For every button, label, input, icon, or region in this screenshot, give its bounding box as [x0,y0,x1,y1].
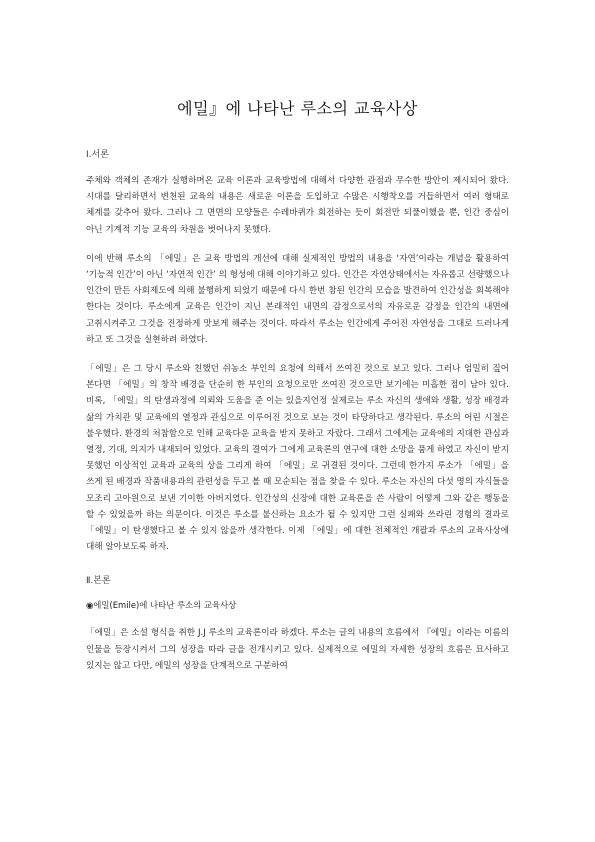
intro-paragraph-3: 「에밀」은 그 당시 루소와 친했던 쉬농소 부인의 요청에 의해서 쓰여진 것으로 보고 있다. 그러나 엄밀히 짚어 본다면 「에밀」의 창작 배경을 단순히 한 부인의 요청으로만 쓰여진 것으로만 보기에는 미흡한 점이 남아 있다. 비록, 「에밀」의 탄생과정에 의뢰와 도움을 준 이는 있을지언정 실제로는 루소 자신의 생애와 생활, 성장 배경과 삶의 가치관 및 교육에의 열정과 관심으로 이루어진 것으로 보는 것이 타당하다고 생각된다. 루소의 어린 시절은 불우했다. 환경의 처참함으로 인해 교육다운 교육을 받지 못하고 자랐다. 그래서 그에게는 교육에의 지대한 관심과 열정, 기대, 의지가 내재되어 있었다. 교육의 결여가 그에게 교육론의 연구에 대한 소망을 품게 하였고 자신이 받지 못했던 이상적인 교육과 교육의 상을 그리게 하여 「에밀」로 귀결된 것이다. 그런데 한가지 루소가 「에밀」을 쓰게 된 배경과 작품내용과의 관련성을 두고 볼 때 모순되는 점을 찾을 수 있다. 루소는 자신의 다섯 명의 자식들을 모조리 고아원으로 보낸 기이한 아버지였다. 인간성의 신장에 대한 교육론을 쓴 사람이 어떻게 그와 같은 행동을 할 수 있었을까 하는 의문이다. 이것은 루소를 불신하는 요소가 될 수 있지만 그런 실패와 쓰라린 경험의 결과로 「에밀」이 탄생했다고 볼 수 있지 않을까 생각한다. 이제 「에밀」에 대한 전체적인 개괄과 루소의 교육사상에 대해 알아보도록 하자. [86,364,509,553]
intro-paragraph-1: 주체와 객체의 존재가 실행하며온 교육 이론과 교육방법에 대해서 다양한 관점과 무수한 방안이 제시되어 왔다. 시대를 달리하면서 변천된 교육의 내용은 새로운 이론을 도입하고 수많은 시행착오를 거듭하면서 여러 형태로 체계를 갖추어 왔다. 그러나 그 면면의 모양들은 수레바퀴가 회전하는 듯이 회전만 되풀이했을 뿐, 인간 중심이 아닌 기계적 기능 교육의 차원을 벗어나지 못했다. [86,176,509,235]
body-paragraph-1: 「에밀」은 소설 형식을 취한 J.J 루소의 교육론이라 하겠다. 루소는 글의 내용의 흐름에서 『에밀』이라는 이름의 인물을 등장시켜서 그의 성장을 따라 글을 전개시키고 있다. 실제적으로 에밀의 자세한 성장의 흐름은 묘사하고 있지는 않고 다만, 에밀의 성장을 단계적으로 구분하여 [86,628,509,671]
intro-heading: Ⅰ.서론 [86,150,109,160]
body-sub-heading: ◉에밀(Emile)에 나타난 루소의 교육사상 [86,600,237,611]
intro-paragraph-2: 이에 반해 루소의 「에밀」은 교육 방법의 개선에 대해 실제적인 방법의 내용을 ‘자연’이라는 개념을 활용하여 ‘기능적 인간’이 아닌 ‘자연적 인간’ 의 형성에 대해 이야기하고 있다. 인간은 자연상태에서는 자유롭고 선량했으나 인간이 만든 사회제도에 의해 불행하게 되었기 때문에 다시 한번 참된 인간의 모습을 발견하여 인간성을 회복해야 한다는 것이다. 루소에게 교육은 인간이 지닌 본래적인 내면의 감정으로서의 자유로운 감정을 인간의 내면에 고취시켜주고 그것을 진정하게 맛보게 해주는 것이다. 따라서 루소는 인간에게 주어진 자연성을 그대로 드러나게 하고 또 그것을 실현하려 하였다. [86,253,509,345]
body-heading: Ⅱ.본론 [86,576,111,587]
document-title: 에밀』에 나타난 루소의 교육사상 [177,99,418,118]
